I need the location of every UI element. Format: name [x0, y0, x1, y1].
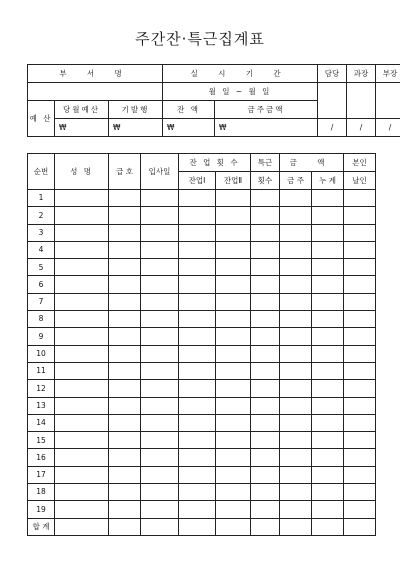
- entry-cell[interactable]: [141, 190, 179, 207]
- entry-cell[interactable]: [344, 190, 376, 207]
- entry-cell[interactable]: [251, 414, 280, 431]
- row-number: 13: [28, 397, 55, 414]
- entry-cell[interactable]: [344, 345, 376, 362]
- entry-cell[interactable]: [280, 276, 312, 293]
- entry-cell[interactable]: [55, 518, 109, 535]
- entry-cell[interactable]: [179, 501, 216, 518]
- entry-cell[interactable]: [280, 311, 312, 328]
- entry-cell[interactable]: [179, 207, 216, 224]
- entry-cell[interactable]: [344, 432, 376, 449]
- entry-cell[interactable]: [251, 224, 280, 241]
- entry-cell[interactable]: [344, 276, 376, 293]
- entry-cell[interactable]: [55, 345, 109, 362]
- overtime-table: [27, 153, 376, 536]
- entry-cell[interactable]: [251, 501, 280, 518]
- stamp-manager[interactable]: [347, 83, 376, 119]
- entry-cell[interactable]: [109, 224, 141, 241]
- entry-cell[interactable]: [141, 449, 179, 466]
- table-row: [28, 259, 376, 276]
- period-label: 실 시 기 간: [163, 65, 318, 83]
- entry-cell[interactable]: [251, 259, 280, 276]
- entry-cell[interactable]: [109, 449, 141, 466]
- row-number: 5: [28, 259, 55, 276]
- total-label: 합 계: [28, 518, 55, 535]
- date-range[interactable]: 월 일 ~ 월 일: [163, 83, 318, 101]
- entry-cell[interactable]: [280, 328, 312, 345]
- entry-cell[interactable]: [344, 397, 376, 414]
- approval-manager: 과장: [347, 65, 376, 83]
- table-row: [28, 207, 376, 224]
- stamp-head[interactable]: [376, 83, 400, 119]
- entry-cell[interactable]: [179, 380, 216, 397]
- entry-cell[interactable]: [280, 241, 312, 258]
- budget-label: 예 산: [28, 101, 55, 137]
- budget-balance-value[interactable]: ₩: [163, 119, 215, 137]
- entry-cell[interactable]: [251, 397, 280, 414]
- budget-week-label: 금주금액: [215, 101, 318, 119]
- entry-cell[interactable]: [216, 345, 251, 362]
- table-row: [28, 432, 376, 449]
- entry-cell[interactable]: [55, 241, 109, 258]
- entry-cell[interactable]: [312, 466, 344, 483]
- entry-cell[interactable]: [312, 311, 344, 328]
- entry-cell[interactable]: [216, 466, 251, 483]
- entry-cell[interactable]: [109, 328, 141, 345]
- entry-cell[interactable]: [216, 518, 251, 535]
- entry-cell[interactable]: [109, 466, 141, 483]
- entry-cell[interactable]: [55, 311, 109, 328]
- entry-cell[interactable]: [251, 380, 280, 397]
- entry-cell[interactable]: [312, 432, 344, 449]
- entry-cell[interactable]: [55, 276, 109, 293]
- entry-cell[interactable]: [251, 432, 280, 449]
- entry-cell[interactable]: [179, 224, 216, 241]
- entry-cell[interactable]: [55, 259, 109, 276]
- entry-cell[interactable]: [344, 501, 376, 518]
- entry-cell[interactable]: [344, 241, 376, 258]
- entry-cell[interactable]: [280, 207, 312, 224]
- entry-cell[interactable]: [216, 311, 251, 328]
- header-cumulative: 누 계: [312, 172, 344, 190]
- entry-cell[interactable]: [179, 311, 216, 328]
- entry-cell[interactable]: [179, 484, 216, 501]
- entry-cell[interactable]: [312, 190, 344, 207]
- entry-cell[interactable]: [109, 414, 141, 431]
- entry-cell[interactable]: [55, 432, 109, 449]
- budget-current-value[interactable]: ₩: [55, 119, 109, 137]
- entry-cell[interactable]: [216, 259, 251, 276]
- entry-cell[interactable]: [216, 241, 251, 258]
- table-row: [28, 190, 376, 207]
- entry-cell[interactable]: [251, 449, 280, 466]
- entry-cell[interactable]: [109, 311, 141, 328]
- table-row: [28, 328, 376, 345]
- budget-balance-label: 잔 액: [163, 101, 215, 119]
- row-number: 17: [28, 466, 55, 483]
- entry-cell[interactable]: [344, 466, 376, 483]
- date-slash-head[interactable]: /: [376, 119, 400, 137]
- entry-cell[interactable]: [179, 345, 216, 362]
- entry-cell[interactable]: [109, 380, 141, 397]
- entry-cell[interactable]: [216, 414, 251, 431]
- entry-cell[interactable]: [55, 484, 109, 501]
- row-number: 3: [28, 224, 55, 241]
- header-grade: 급 호: [109, 154, 141, 190]
- entry-cell[interactable]: [216, 328, 251, 345]
- entry-cell[interactable]: [312, 397, 344, 414]
- entry-cell[interactable]: [251, 207, 280, 224]
- row-number: 1: [28, 190, 55, 207]
- entry-cell[interactable]: [280, 432, 312, 449]
- entry-cell[interactable]: [280, 501, 312, 518]
- entry-cell[interactable]: [141, 397, 179, 414]
- entry-cell[interactable]: [216, 362, 251, 379]
- table-row: [28, 449, 376, 466]
- entry-cell[interactable]: [312, 414, 344, 431]
- entry-cell[interactable]: [280, 466, 312, 483]
- form-title: 주간잔·특근집계표: [135, 30, 265, 48]
- entry-cell[interactable]: [179, 241, 216, 258]
- entry-cell[interactable]: [312, 484, 344, 501]
- entry-cell[interactable]: [312, 449, 344, 466]
- table-row: [28, 501, 376, 518]
- entry-cell[interactable]: [179, 293, 216, 310]
- entry-cell[interactable]: [344, 207, 376, 224]
- table-row: [28, 311, 376, 328]
- table-row: [28, 380, 376, 397]
- entry-cell[interactable]: [179, 362, 216, 379]
- entry-cell[interactable]: [312, 518, 344, 535]
- entry-cell[interactable]: [280, 362, 312, 379]
- entry-cell[interactable]: [179, 259, 216, 276]
- entry-cell[interactable]: [109, 518, 141, 535]
- entry-cell[interactable]: [280, 380, 312, 397]
- header-sign-top: 본인: [344, 154, 376, 172]
- entry-cell[interactable]: [55, 414, 109, 431]
- header-overtime-2: 잔업Ⅱ: [216, 172, 251, 190]
- entry-cell[interactable]: [109, 345, 141, 362]
- row-number: 2: [28, 207, 55, 224]
- entry-cell[interactable]: [312, 345, 344, 362]
- entry-cell[interactable]: [280, 345, 312, 362]
- entry-cell[interactable]: [179, 397, 216, 414]
- entry-cell[interactable]: [251, 190, 280, 207]
- row-number: 8: [28, 311, 55, 328]
- entry-cell[interactable]: [312, 224, 344, 241]
- table-row: [28, 241, 376, 258]
- entry-cell[interactable]: [55, 397, 109, 414]
- header-overtime: 잔 업 횟 수: [179, 154, 251, 172]
- entry-cell[interactable]: [280, 224, 312, 241]
- budget-week-value[interactable]: ₩: [215, 119, 318, 137]
- entry-cell[interactable]: [216, 224, 251, 241]
- budget-issued-value[interactable]: ₩: [109, 119, 163, 137]
- row-number: 16: [28, 449, 55, 466]
- entry-cell[interactable]: [312, 241, 344, 258]
- row-number: 7: [28, 293, 55, 310]
- entry-cell[interactable]: [55, 293, 109, 310]
- entry-cell[interactable]: [216, 207, 251, 224]
- header-hire-date: 입사일: [141, 154, 179, 190]
- entry-cell[interactable]: [312, 362, 344, 379]
- entry-cell[interactable]: [216, 484, 251, 501]
- entry-cell[interactable]: [179, 276, 216, 293]
- row-number: 10: [28, 345, 55, 362]
- row-number: 15: [28, 432, 55, 449]
- entry-cell[interactable]: [251, 241, 280, 258]
- entry-cell[interactable]: [109, 293, 141, 310]
- entry-cell[interactable]: [312, 276, 344, 293]
- entry-cell[interactable]: [141, 241, 179, 258]
- entry-cell[interactable]: [312, 380, 344, 397]
- entry-cell[interactable]: [55, 380, 109, 397]
- entry-cell[interactable]: [141, 362, 179, 379]
- entry-cell[interactable]: [251, 345, 280, 362]
- entry-cell[interactable]: [55, 224, 109, 241]
- entry-cell[interactable]: [141, 345, 179, 362]
- header-sign-bottom: 날인: [344, 172, 376, 190]
- entry-cell[interactable]: [141, 380, 179, 397]
- row-number: 14: [28, 414, 55, 431]
- entry-cell[interactable]: [141, 276, 179, 293]
- entry-cell[interactable]: [55, 190, 109, 207]
- entry-cell[interactable]: [179, 449, 216, 466]
- entry-cell[interactable]: [141, 207, 179, 224]
- entry-cell[interactable]: [141, 414, 179, 431]
- header-no: 순번: [28, 154, 55, 190]
- entry-cell[interactable]: [251, 362, 280, 379]
- entry-cell[interactable]: [344, 484, 376, 501]
- entry-cell[interactable]: [280, 484, 312, 501]
- entry-cell[interactable]: [344, 380, 376, 397]
- entry-cell[interactable]: [344, 328, 376, 345]
- entry-cell[interactable]: [109, 241, 141, 258]
- entry-cell[interactable]: [109, 276, 141, 293]
- entry-cell[interactable]: [109, 397, 141, 414]
- entry-cell[interactable]: [141, 293, 179, 310]
- header-special-bottom: 횟수: [251, 172, 280, 190]
- summary-table: [27, 64, 400, 137]
- budget-current-label: 당월예산: [55, 101, 109, 119]
- entry-cell[interactable]: [179, 466, 216, 483]
- entry-cell[interactable]: [344, 311, 376, 328]
- table-row: [28, 293, 376, 310]
- entry-cell[interactable]: [216, 190, 251, 207]
- entry-cell[interactable]: [55, 328, 109, 345]
- entry-cell[interactable]: [312, 259, 344, 276]
- entry-cell[interactable]: [251, 311, 280, 328]
- entry-cell[interactable]: [141, 328, 179, 345]
- entry-cell[interactable]: [312, 501, 344, 518]
- table-row: [28, 276, 376, 293]
- entry-cell[interactable]: [312, 207, 344, 224]
- date-slash-manager[interactable]: /: [347, 119, 376, 137]
- entry-cell[interactable]: [109, 259, 141, 276]
- entry-cell[interactable]: [280, 259, 312, 276]
- entry-cell[interactable]: [141, 484, 179, 501]
- entry-cell[interactable]: [251, 518, 280, 535]
- header-overtime-1: 잔업Ⅰ: [179, 172, 216, 190]
- header-amount: 금 액: [280, 154, 344, 172]
- row-number: 4: [28, 241, 55, 258]
- entry-cell[interactable]: [344, 518, 376, 535]
- entry-cell[interactable]: [216, 293, 251, 310]
- entry-cell[interactable]: [141, 501, 179, 518]
- entry-cell[interactable]: [344, 259, 376, 276]
- entry-cell[interactable]: [280, 449, 312, 466]
- budget-issued-label: 기발행: [109, 101, 163, 119]
- entry-cell[interactable]: [141, 311, 179, 328]
- row-number: 9: [28, 328, 55, 345]
- header-special-top: 특근: [251, 154, 280, 172]
- total-row: [28, 518, 376, 535]
- dept-value[interactable]: [28, 83, 163, 101]
- entry-cell[interactable]: [280, 190, 312, 207]
- entry-cell[interactable]: [216, 432, 251, 449]
- entry-cell[interactable]: [344, 224, 376, 241]
- stamp-staff[interactable]: [318, 83, 347, 119]
- entry-cell[interactable]: [251, 466, 280, 483]
- entry-cell[interactable]: [280, 293, 312, 310]
- table-row: [28, 224, 376, 241]
- entry-cell[interactable]: [280, 518, 312, 535]
- entry-cell[interactable]: [141, 224, 179, 241]
- entry-cell[interactable]: [179, 414, 216, 431]
- approval-staff: 담당: [318, 65, 347, 83]
- entry-cell[interactable]: [179, 328, 216, 345]
- entry-cell[interactable]: [55, 466, 109, 483]
- entry-cell[interactable]: [55, 501, 109, 518]
- entry-cell[interactable]: [55, 207, 109, 224]
- entry-cell[interactable]: [55, 362, 109, 379]
- entry-cell[interactable]: [344, 362, 376, 379]
- entry-cell[interactable]: [312, 328, 344, 345]
- row-number: 12: [28, 380, 55, 397]
- entry-cell[interactable]: [55, 449, 109, 466]
- entry-cell[interactable]: [251, 328, 280, 345]
- table-row: [28, 466, 376, 483]
- entry-cell[interactable]: [251, 293, 280, 310]
- entry-cell[interactable]: [179, 518, 216, 535]
- table-row: [28, 345, 376, 362]
- row-number: 19: [28, 501, 55, 518]
- row-number: 6: [28, 276, 55, 293]
- dept-label: 부 서 명: [28, 65, 163, 83]
- entry-cell[interactable]: [109, 207, 141, 224]
- entry-cell[interactable]: [344, 414, 376, 431]
- entry-cell[interactable]: [141, 259, 179, 276]
- table-row: [28, 414, 376, 431]
- table-row: [28, 362, 376, 379]
- entry-cell[interactable]: [179, 432, 216, 449]
- entry-cell[interactable]: [251, 276, 280, 293]
- entry-cell[interactable]: [179, 190, 216, 207]
- entry-cell[interactable]: [216, 380, 251, 397]
- entry-cell[interactable]: [280, 397, 312, 414]
- entry-cell[interactable]: [280, 414, 312, 431]
- entry-cell[interactable]: [312, 293, 344, 310]
- entry-cell[interactable]: [141, 432, 179, 449]
- table-row: [28, 397, 376, 414]
- entry-cell[interactable]: [141, 466, 179, 483]
- entry-cell[interactable]: [141, 518, 179, 535]
- entry-cell[interactable]: [216, 397, 251, 414]
- entry-cell[interactable]: [344, 449, 376, 466]
- row-number: 11: [28, 362, 55, 379]
- entry-cell[interactable]: [216, 501, 251, 518]
- header-weekly: 금 주: [280, 172, 312, 190]
- entry-cell[interactable]: [344, 293, 376, 310]
- date-slash-staff[interactable]: /: [318, 119, 347, 137]
- header-name: 성 명: [55, 154, 109, 190]
- approval-head: 부장: [376, 65, 400, 83]
- entry-cell[interactable]: [216, 276, 251, 293]
- entry-cell[interactable]: [109, 362, 141, 379]
- entry-cell[interactable]: [216, 449, 251, 466]
- table-row: [28, 484, 376, 501]
- entry-cell[interactable]: [109, 484, 141, 501]
- row-number: 18: [28, 484, 55, 501]
- entry-cell[interactable]: [109, 190, 141, 207]
- entry-cell[interactable]: [109, 432, 141, 449]
- entry-cell[interactable]: [109, 501, 141, 518]
- entry-cell[interactable]: [251, 484, 280, 501]
